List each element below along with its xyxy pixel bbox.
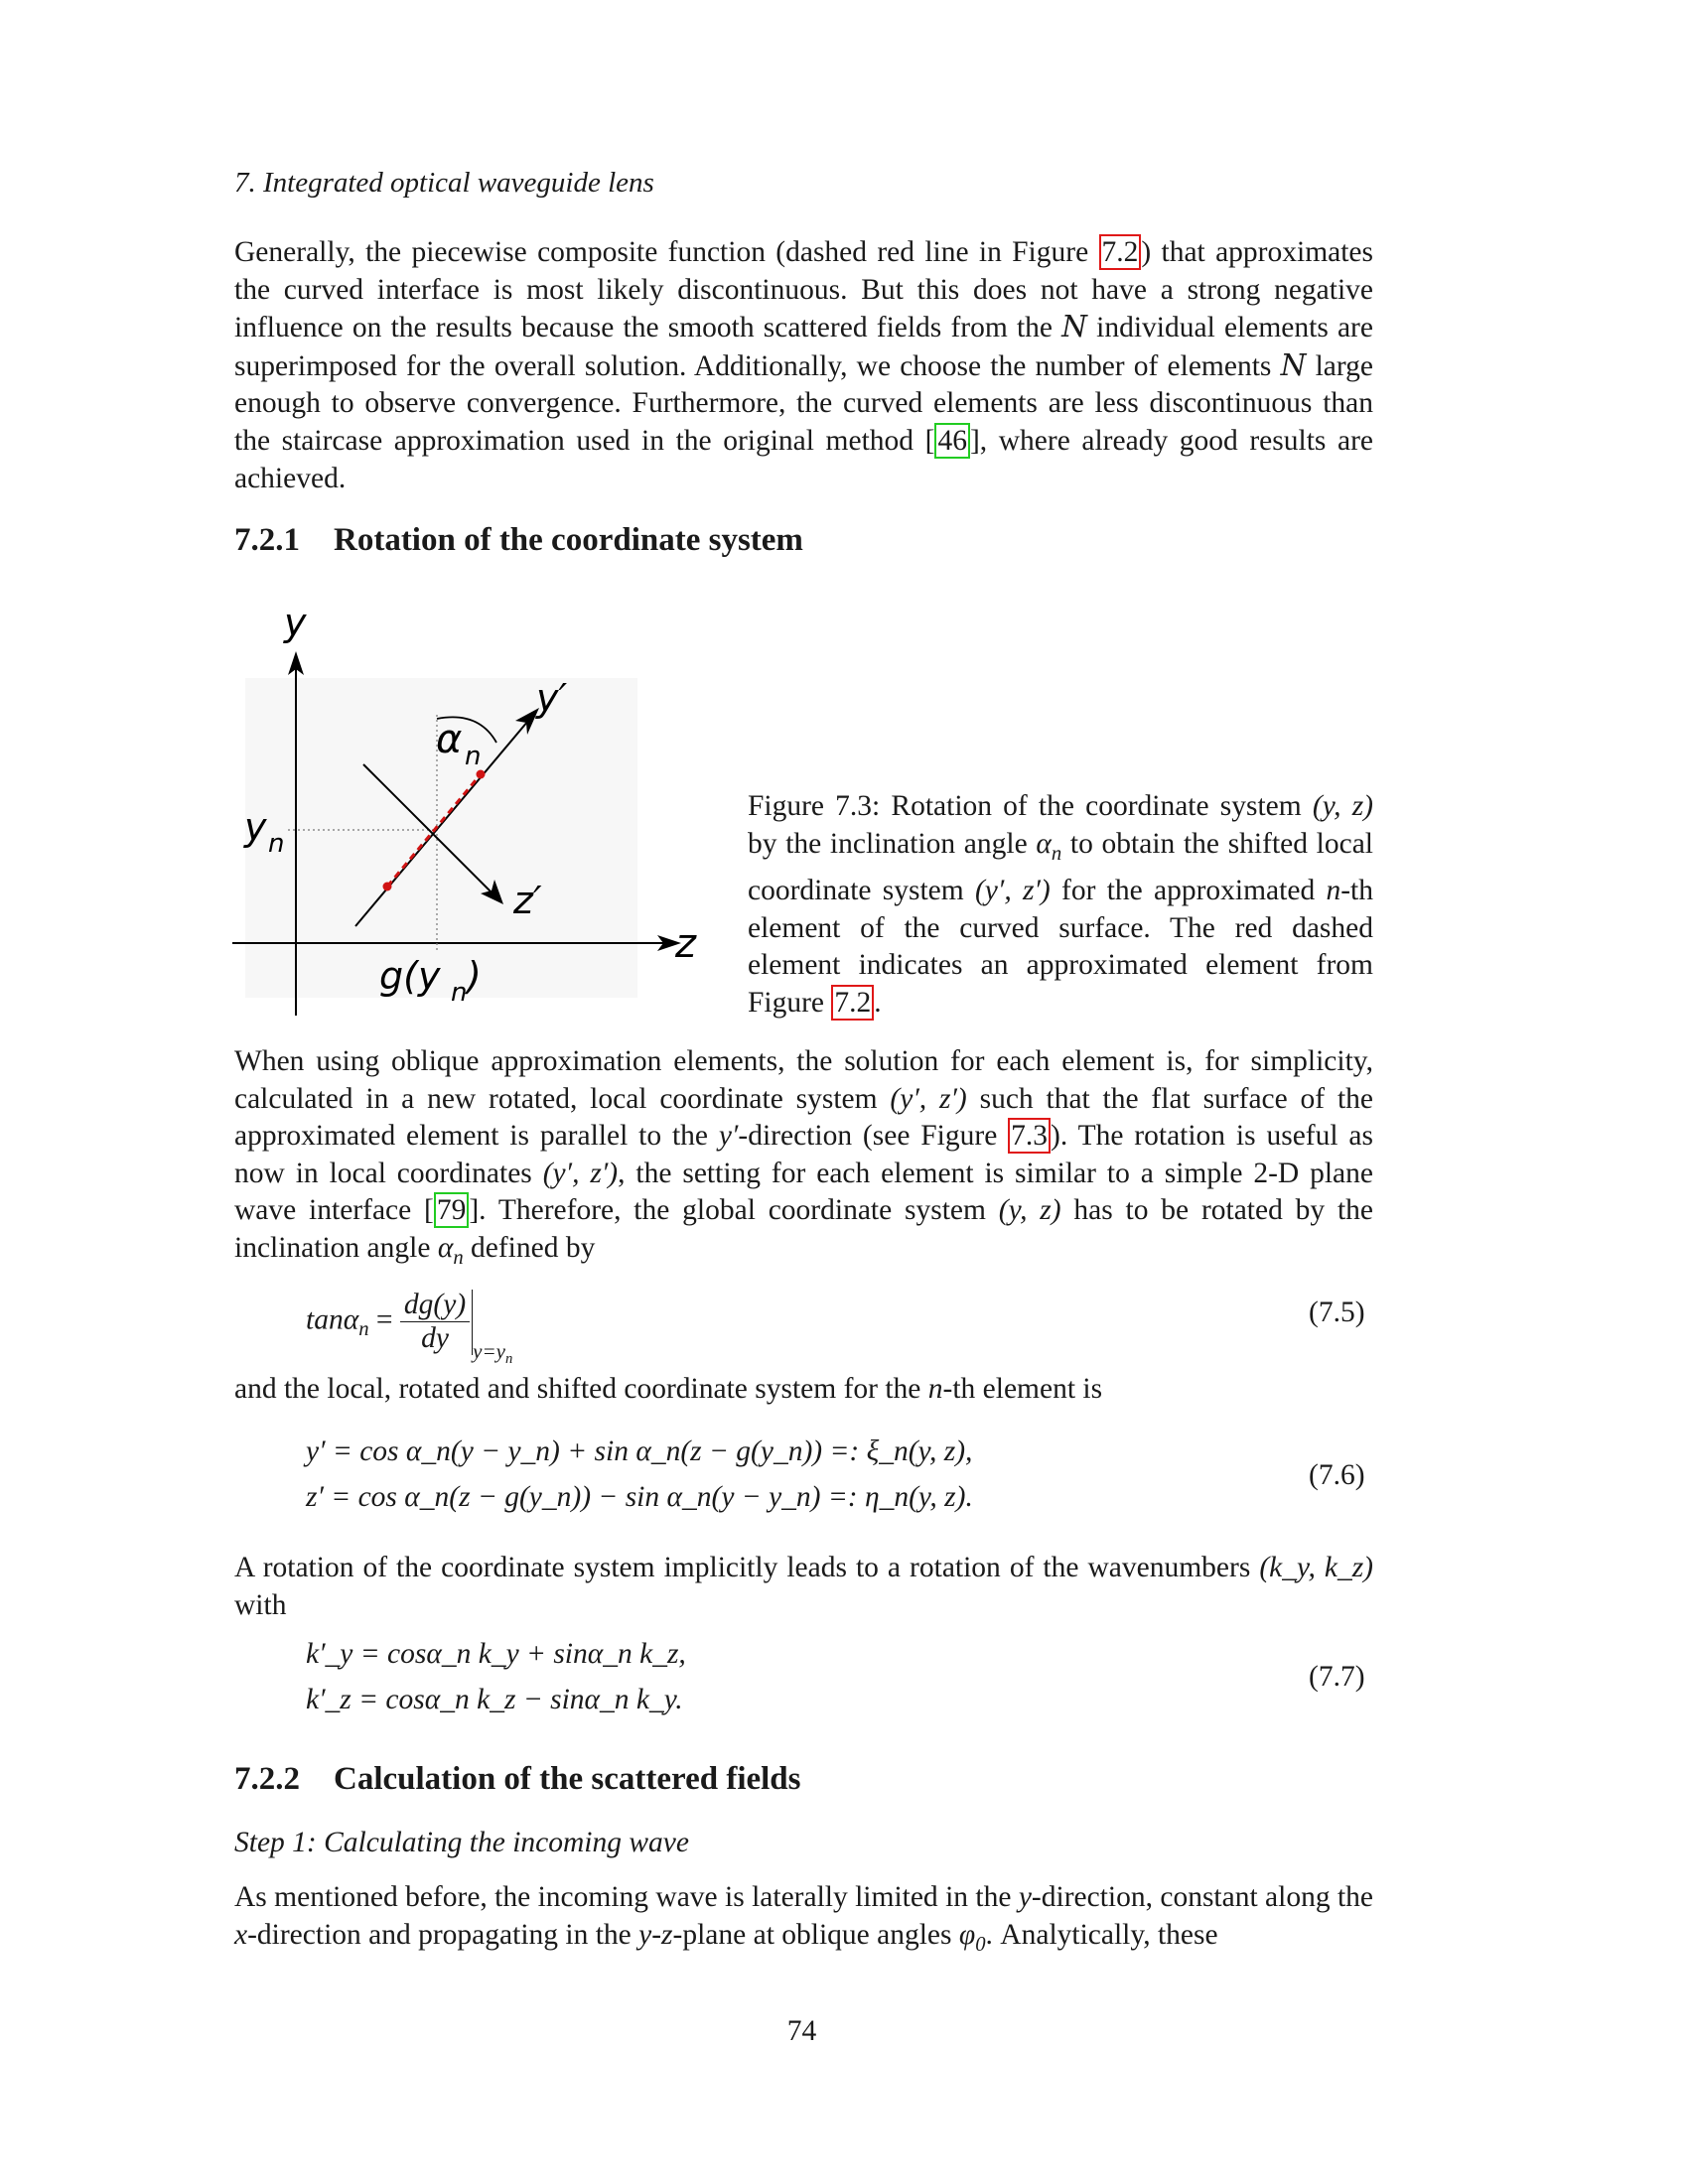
paragraph-wavenumber-rotation — [234, 1550, 1373, 1624]
section-title: Calculation of the scattered fields — [334, 1761, 801, 1797]
math: y — [638, 1918, 652, 1951]
eq-eval-text: y=y — [473, 1339, 505, 1364]
math-symbol: N — [1280, 347, 1307, 382]
citation-link[interactable]: 79 — [434, 1192, 470, 1228]
text: and the local, rotated and shifted coordinate system for the — [234, 1373, 928, 1405]
label-z-prime: z′ — [513, 879, 542, 922]
text: ) that approximates the curved interface is most likely discontinuous. But this does not have a strong negative influence on the results because the smooth scattered fields from the — [234, 236, 1374, 344]
math-subscript: 0 — [975, 1933, 986, 1956]
text: -plane at oblique angles — [672, 1918, 959, 1951]
label-y: y — [284, 601, 307, 644]
equation-7-7-line1: k′_y = cosα_n k_y + sinα_n k_z, — [306, 1638, 686, 1670]
label-alpha-subscript: n — [465, 742, 482, 771]
text: by the inclination angle — [748, 827, 1037, 860]
text: -th element is — [942, 1373, 1103, 1405]
math: φ — [958, 1918, 976, 1951]
math: n — [1326, 875, 1341, 907]
math: n — [927, 1373, 943, 1405]
text: , the setting for each element is similar to a simple 2-D plane wave interface [ — [234, 1157, 1373, 1227]
text: . Analytically, these — [985, 1918, 1218, 1951]
equation-7-6-line1: y′ = cos α_n(y − y_n) + sin α_n(z − g(y_n)) =: ξ_n(y, z), — [306, 1435, 973, 1467]
math: x — [234, 1918, 248, 1951]
text: - — [651, 1918, 662, 1951]
figure-caption — [748, 788, 1373, 1022]
text: large enough to observe convergence. Furthermore, the curved elements are less discontinuous than the staircase approximation used in the original method [ — [234, 349, 1373, 457]
label-g: g(y — [379, 954, 441, 998]
math-subscript: n — [453, 1246, 464, 1269]
text: for the approximated — [1050, 875, 1327, 907]
text: such that the flat surface of the approximated element is parallel to the — [234, 1082, 1373, 1153]
section-number: 7.2.1 — [234, 522, 300, 558]
label-y-prime: y′ — [536, 676, 568, 720]
label-yn-subscript: n — [268, 829, 285, 859]
figure-rotation-diagram — [230, 594, 707, 1021]
text: defined by — [463, 1231, 596, 1264]
math: (k_y, k_z) — [1259, 1552, 1374, 1583]
text: has to be rotated by the inclination angle — [234, 1194, 1374, 1264]
text: -th element of the curved surface. The red dashed element indicates an approximated element from Figure — [748, 875, 1373, 1019]
label-alpha: α — [436, 717, 463, 762]
math: (y, z) — [998, 1194, 1061, 1227]
text: ], where already good results are achieved. — [234, 424, 1373, 494]
label-g-close: ) — [467, 954, 482, 998]
label-g-subscript: n — [451, 978, 468, 1008]
eq-lhs-subscript: n — [358, 1318, 369, 1341]
eq-eval-subscript: n — [504, 1351, 513, 1368]
figure-reference-link[interactable]: 7.3 — [1008, 1118, 1051, 1154]
paragraph-incoming-wave — [234, 1879, 1373, 1964]
text: -direction (see Figure — [738, 1120, 1009, 1153]
label-yn: y — [244, 805, 267, 849]
text: -direction and propagating in the — [247, 1918, 639, 1951]
text: When using oblique approximation elements, the solution for each element is, for simplicity, calculated in a new rotated, local coordinate system — [234, 1045, 1373, 1115]
step-heading: Step 1: Calculating the incoming wave — [234, 1827, 689, 1858]
equation-7-7-line2: k′_z = cosα_n k_z − sinα_n k_y. — [306, 1684, 683, 1715]
figure-svg — [230, 594, 707, 1021]
figure-reference-link[interactable]: 7.2 — [831, 985, 874, 1021]
text: A rotation of the coordinate system implicitly leads to a rotation of the wavenumbers — [234, 1552, 1260, 1583]
text: ]. Therefore, the global coordinate system — [469, 1194, 999, 1227]
page-number: 74 — [786, 2015, 817, 2047]
math: y′ — [718, 1120, 739, 1153]
label-z: z — [675, 921, 696, 967]
section-heading-rotation — [234, 522, 803, 559]
math-subscript: n — [1051, 842, 1062, 865]
eq-denominator: dy — [421, 1322, 449, 1354]
equation-number: (7.7) — [1309, 1661, 1365, 1693]
eq-fraction — [400, 1289, 470, 1355]
section-heading-scattered-fields — [234, 1761, 801, 1798]
math: z — [661, 1918, 673, 1951]
text: As mentioned before, the incoming wave is laterally limited in the — [234, 1881, 1019, 1913]
text: ). The rotation is useful as now in local coordinates — [234, 1120, 1373, 1189]
paragraph-oblique-elements — [234, 1043, 1373, 1277]
paragraph-local-system — [234, 1371, 1373, 1409]
text: Figure 7.3: Rotation of the coordinate system — [748, 790, 1313, 822]
text: individual elements are superimposed for the overall solution. Additionally, we choose the number of elements — [234, 312, 1373, 382]
eq-lhs: tanα — [306, 1303, 359, 1336]
math-symbol: N — [1061, 310, 1087, 344]
equation-number: (7.5) — [1309, 1297, 1365, 1328]
text: Generally, the piecewise composite function (dashed red line in Figure — [234, 236, 1099, 268]
running-head: 7. Integrated optical waveguide lens — [234, 167, 654, 199]
text: . — [874, 986, 882, 1019]
equation-7-6-line2: z′ = cos α_n(z − g(y_n)) − sin α_n(y − y_n) =: η_n(y, z). — [306, 1481, 973, 1513]
eq-numerator: dg(y) — [400, 1289, 470, 1322]
text: with — [234, 1588, 287, 1621]
equation-number: (7.6) — [1309, 1459, 1365, 1491]
citation-link[interactable]: 46 — [934, 423, 970, 459]
section-title: Rotation of the coordinate system — [334, 522, 803, 558]
paragraph-intro — [234, 234, 1373, 497]
figure-reference-link[interactable]: 7.2 — [1099, 234, 1142, 270]
eq-equals: = — [368, 1303, 400, 1336]
element-endpoint — [383, 883, 392, 891]
text: -direction, constant along the — [1031, 1881, 1374, 1913]
text: to obtain the shifted local coordinate system — [748, 827, 1374, 907]
math: α — [437, 1231, 454, 1264]
math: y — [1018, 1881, 1032, 1913]
math: α — [1036, 827, 1052, 860]
equation-7-5 — [306, 1289, 512, 1368]
eq-eval — [473, 1339, 512, 1368]
math: (y, z) — [1312, 790, 1374, 822]
section-number: 7.2.2 — [234, 1761, 300, 1797]
math: (y′, z′) — [974, 875, 1051, 907]
math: (y′, z′) — [890, 1082, 967, 1115]
math: (y′, z′) — [542, 1157, 619, 1189]
